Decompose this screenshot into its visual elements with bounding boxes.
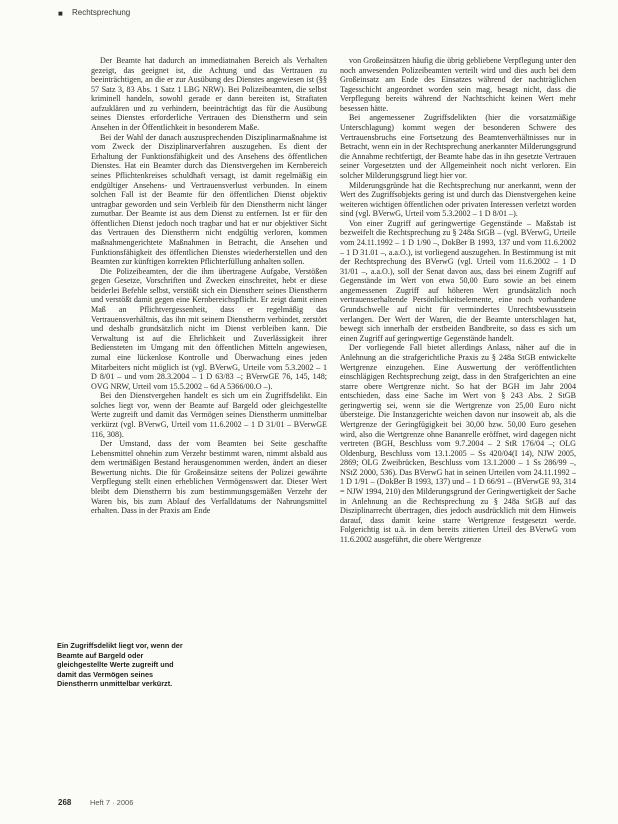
paragraph: von Großeinsätzen häufig die übrig gebliebene Verpflegung unter den noch anwesenden Polizeibeamten verteilt wird und dies auch bei dem Großeinsatz am Ende des Einsatzes während der nachträglichen Tagesschicht angeordnet worden sein mag, besagt nicht, dass die Verpflegung bereits während der Nachtschicht keinen Wert mehr besessen hätte. [340, 56, 576, 113]
paragraph: Milderungsgründe hat die Rechtsprechung nur anerkannt, wenn der Wert des Zugriffsobjekts gering ist und durch das Dienstvergehen keine weiteren wichtigen öffentlichen oder privaten Interessen verletzt worden sind (vgl. BVerwG, Urteil vom 5.3.2002 – 1 D 8/01 –). [340, 180, 576, 219]
paragraph: Bei angemessener Zugriffsdelikten (hier die vorsatzmäßige Unterschlagung) kommt wegen der besonderen Schwere des Vertrauensbruchs eine Fortsetzung des Beamtenverhältnisses nur in Betracht, wenn ein in der Rechtsprechung anerkannter Milderungsgrund die Annahme rechtfertigt, der Beamte habe das in ihn gesetzte Vertrauen seiner Vorgesetzten und der Allgemeinheit noch nicht verloren. Ein solcher Milderungsgrund liegt hier vor. [340, 113, 576, 180]
left-column [91, 56, 327, 516]
paragraph: Die Polizeibeamten, der die ihm übertragene Aufgabe, Verstößen gegen Gesetze, Vorschriften und Zwecken einschreitet, hebt er diese beiderlei Befehle selbst, verstößt sich ein Dienstherr seines Dienstherrn und verstößt damit gegen eine Kernbereichspflicht. Er zeigt damit einen Maß an Pflichtvergessenheit, dass er regelmäßig das Vertrauensverhältnis, das ihn mit seinem Dienstherrn verbindet, zerstört und deshalb grundsätzlich nicht im Dienst verbleiben kann. Die Verwaltung ist auf die Ehrlichkeit und Zuverlässigkeit ihrer Bediensteten im Umgang mit den öffentlichen Mitteln angewiesen, zumal eine lückenlose Kontrolle und Überwachung eines jeden Mitarbeiters nicht möglich ist (vgl. BVerwG, Urteile vom 5.3.2002 – 1 D 8/01 – und vom 28.3.2004 – 1 D 63/83 –; BVerwGE 76, 145, 148; OVG NRW, Urteil vom 15.5.2002 – 6d A 5366/00.O –). [91, 266, 327, 391]
header-marker: ■ [58, 9, 63, 18]
running-header: Rechtsprechung [72, 8, 131, 17]
paragraph: Der vorliegende Fall bietet allerdings Anlass, näher auf die in Anlehnung an die strafgerichtliche Praxis zu § 248a StGB entwickelte Wertgrenze einzugehen. Eine Auswertung der veröffentlichten einschlägigen Rechtsprechung zeigt, dass in den Strafgerichten an eine starre obere Wertgrenze nicht. So hat der BGH im Jahr 2004 entschieden, dass eine Sache im Wert von § 243 Abs. 2 StGB geringwertig sei, wenn sie die Wertgrenze von 25,00 Euro nicht übersteige. Die Instanzgerichte weichen davon nur insoweit ab, als die Wertgrenze der Geringfügigkeit bei 30,00 bzw. 50,00 Euro gesehen wird, also die Wertgrenze ohne Bananrelle eröffnet, wird dagegen nicht vertreten (BGH, Beschluss vom 9.7.2004 – 2 StR 176/04 –; OLG Oldenburg, Beschluss vom 13.1.2005 – Ss 420/04(I 14), NJW 2005, 2869; OLG Zweibrücken, Beschluss vom 13.1.2000 – 1 Ss 286/99 –, NStZ 2000, 536). Das BVerwG hat in seinen Urteilen vom 24.11.1992 – 1 D 1/91 – (DokBer B 1993, 137) und – 1 D 66/91 – (BVerwGE 93, 314 = NJW 1994, 210) den Milderungsgrund der Geringwertigkeit der Sache in Anlehnung an die Rechtsprechung zu § 248a StGB auf das Disziplinarrecht übertragen, dies jedoch ausdrücklich mit dem Hinweis darauf, dass damit keine starre Wertgrenze festgesetzt werde. Folgerichtig ist u.ä. in dem bereits zitierten Urteil des BVerwG vom 11.6.2002 ausgeführt, die obere Wertgrenze [340, 343, 576, 544]
paragraph: Der Umstand, dass der vom Beamten bei Seite geschaffte Lebensmittel ohnehin zum Verzehr bestimmt waren, nimmt alsbald aus dem wertmäßigen Bestand herausgenommen werden, ändert an dieser Bewertung nichts. Die für Großeinsätze seitens der Polizei gewährte Verpflegung stellt einen erheblichen Vermögenswert dar. Dieser Wert bleibt dem Dienstherrn bis zum bestimmungsgemäßen Verzehr der Waren bis, bis zum Ablauf des Verfalldatums der Nahrungsmittel erhalten. Dass in der Praxis am Ende [91, 439, 327, 516]
page-number: 268 [58, 798, 72, 807]
journal-issue: Heft 7 · 2006 [90, 798, 134, 807]
paragraph: Von einer Zugriff auf geringwertige Gegenstände – Maßstab ist bezweifelt die Rechtsprechung zu § 248a StGB – (vgl. BVerwG, Urteile vom 24.11.1992 – 1 D 1/90 –, DokBer B 1993, 137 und vom 11.6.2002 – 1 D 31.01 –, a.a.O.), ist vorliegend auszugehen. In Bestimmung ist mit der Rechtsprechung des BVerwG (vgl. Urteil vom 11.6.2002 – 1 D 31/01 –, a.a.O.), soll der Senat davon aus, dass bei einem Zugriff auf Gegenstände im Wert von etwa 50,00 Euro sowie an bei einem angemessenen Zugriff auf höheren Wert grundsätzlich noch vertrauenserhaltende Persönlichkeitselemente, eine noch vorhandene Grundschwelle auf nicht für vermindertes Unrechtsbewusstsein verlangen. Der Wert der Waren, die der Beamte unterschlagen hat, bewegt sich innerhalb der erstbeiden Bandbreite, so dass es sich um einen Zugriff auf geringwertige Gegenstände handelt. [340, 218, 576, 343]
right-column [340, 56, 576, 544]
margin-note: Ein Zugriffsdelikt liegt vor, wenn der Beamte auf Bargeld oder gleichgestellte Werte zugreift und damit das Vermögen seines Dienstherrn unmittelbar verkürzt. [57, 641, 183, 689]
paragraph: Bei den Dienstvergehen handelt es sich um ein Zugriffsdelikt. Ein solches liegt vor, wenn der Beamte auf Bargeld oder gleichgestellte Werte zugreift und damit das Vermögen seines Dienstherrn unmittelbar verkürzt (vgl. BVerwG, Urteil vom 11.6.2002 – 1 D 31/01 – BVerwGE 116, 308). [91, 391, 327, 439]
paragraph: Bei der Wahl der danach auszusprechenden Disziplinarmaßnahme ist vom Zweck der Disziplinarverfahren auszugehen. Es dient der Erhaltung der Funktionsfähigkeit und des Ansehens des öffentlichen Dienstes. Hat ein Beamter durch das Dienstvergehen im Kernbereich seines Pflichtenkreises schuldhaft versagt, ist damit regelmäßig ein endgültiger Ansehens- und Vertrauensverlust verbunden. In einem solchen Fall ist der Beamte für den öffentlichen Dienst objektiv untragbar geworden und sein Verbleib für den Dienstherrn nicht länger zumutbar. Der Beamte ist aus dem Dienst zu entfernen. Ist er für den öffentlichen Dienst jedoch noch tragbar und hat er nur objektiver Sicht das Vertrauen des Dienstherrn nicht endgültig verloren, kommen maßnahmengerichtete Maßnahmen in Betracht, die Ansehen und Funktionsfähigkeit des öffentlichen Dienstes wiederherstellen und den Beamten zur künftigen korrekten Pflichterfüllung anhalten sollen. [91, 132, 327, 267]
paragraph: Der Beamte hat dadurch an immediatnahen Bereich als Verhalten gezeigt, das geeignet ist, die Achtung und das Vertrauen zu beeinträchtigen, an die er zur Ausübung des Dienstes angewiesen ist (§§ 57 Satz 3, 83 Abs. 1 Satz 1 LBG NRW). Bei Polizeibeamten, die selbst kriminell handeln, sowohl gerade er dann bereiten ist, Straftaten aufzuklären und zu verhindern, beeinträchtigt das für die Ausübung seines Dienstes erforderliche Vertrauen des Dienstherrn und sein Ansehen in der Öffentlichkeit in besonderem Maße. [91, 56, 327, 133]
